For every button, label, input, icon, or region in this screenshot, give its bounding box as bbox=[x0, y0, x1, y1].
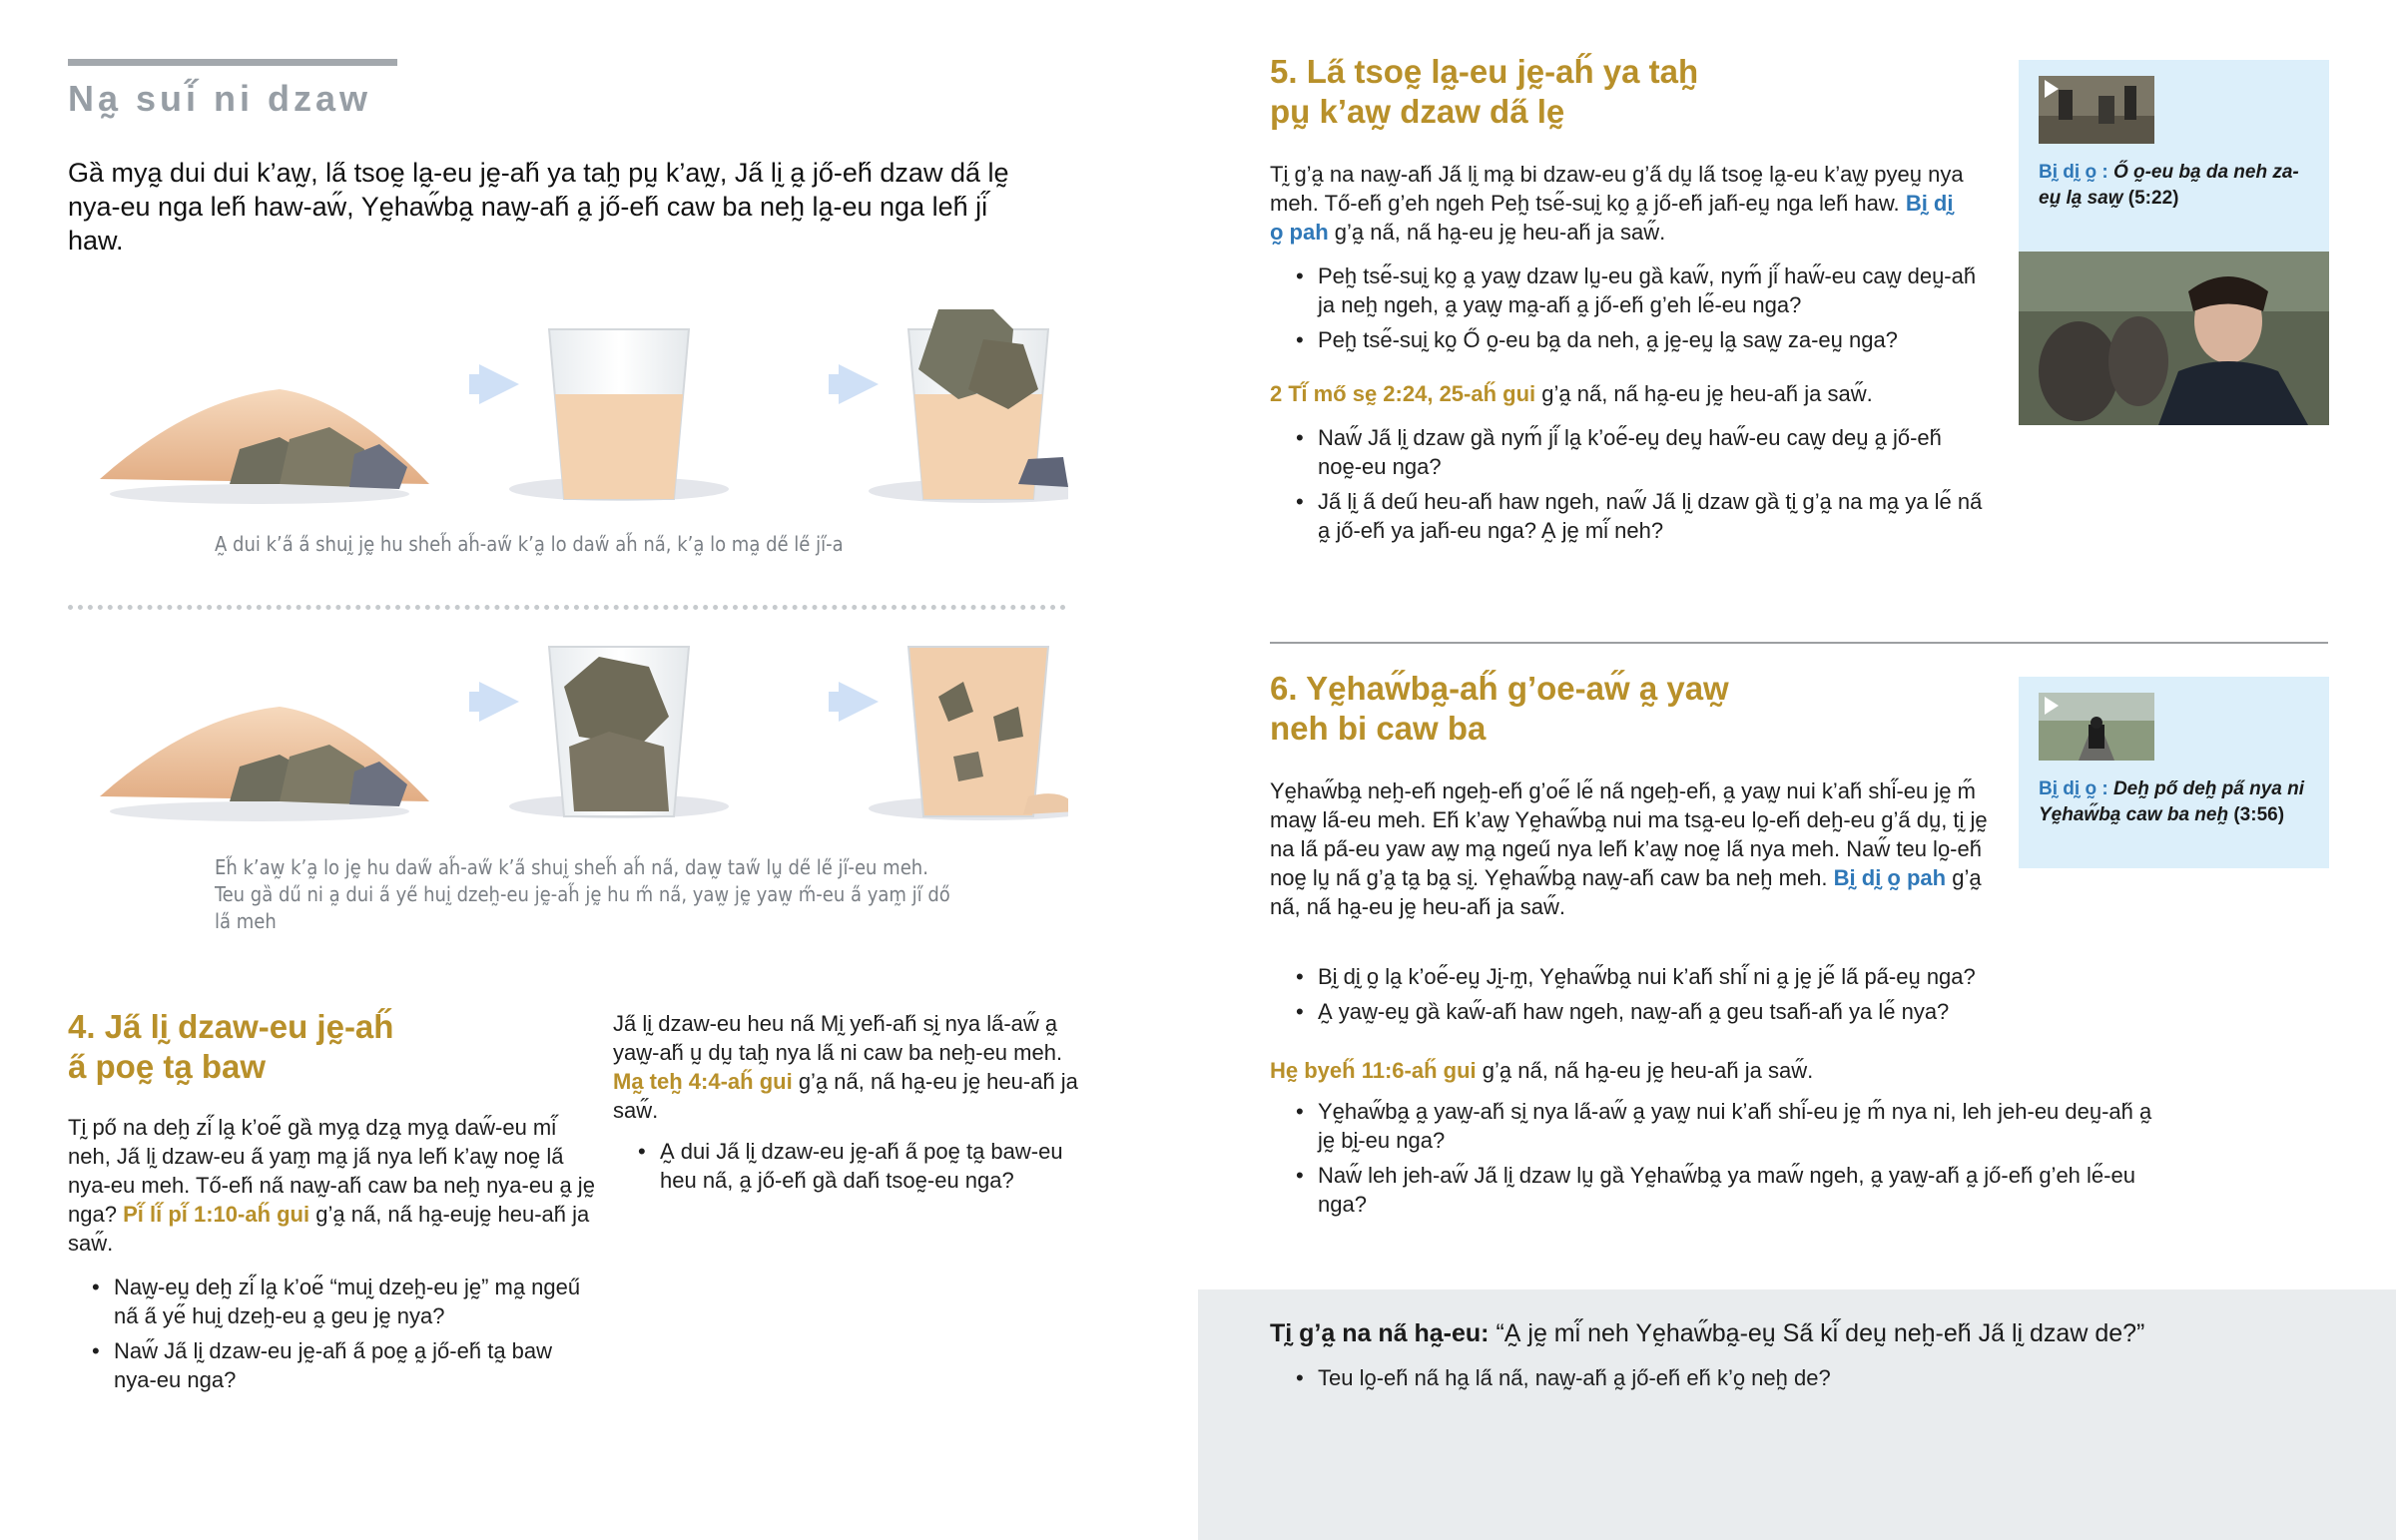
section-5-ref-tail: g’a̰ na̋, na̋ ha̰-eu jḛ heu-ah̋ ja saw̋. bbox=[1541, 381, 1873, 406]
section-4-title-line1: 4. Ja̋ lḭ dzaw-eu jḛ-ah̋ bbox=[68, 1008, 394, 1045]
section-6-body bbox=[1270, 776, 1989, 921]
video-duration: (3:56) bbox=[2233, 804, 2285, 825]
section-6-text: Yḛhaw̋ba̰ neh̰-eh̋ ngeh̰-eh̋ g’oe̋ le̋ na̋ ngeh̰-eh̋, a̰ yaw̰ nui k’ah̋ shi̋-eu jḛ m̋ maw̰ la̋-eu meh. Eh̋ k’aw̰ Yḛhaw̋ba̰ nui ma tsa̰-eu lo̰-eh̋ deh̰-eu g’a̋ dṵ, tḭ jḛ na la̋ pa̋-eu yaw aw̰ ma̰ ngeű nya leh̋ k’aw̰ noḛ la̋ nya meh. Naw̋ teu lo̰-eh̋ noḛ lṵ na̋ g’a̰ ta̰ ba̰ sḭ. Yḛhaw̋ba̰ naw̰-ah̋ caw ba neh̰ meh. bbox=[1270, 778, 1988, 890]
list-item: • Yḛhaw̋ba̰ a̰ yaw̰-ah̋ sḭ nya la̋-aw̋ a̰ yaw̰ nui k’ah̋ shi̋-eu jḛ m̋ nya ni, leh jeh-eu deṵ-ah̋ a̰ jḛ bḭ-eu nga? bbox=[1294, 1097, 2152, 1155]
list-item: • Peh̰ tse̋-suḭ ko̰ a̰ yaw̰ dzaw lṵ-eu gȁ kaw̋, nym̋ ji̋ haw̋-eu caw̰ deṵ-ah̋ ja neh̰ ngeh, a̰ yaw̰ ma̰-ah̋ a̰ jő-eh̋ g’eh le̋-eu nga? bbox=[1294, 261, 1983, 319]
list-item: • Teu lo̰-eh̋ na̋ ha̰ la̋ na̋, naw̰-ah̋ a̰ jő-eh̋ eh̋ k’o̰ neh̰ de? bbox=[1294, 1363, 2292, 1392]
illustration-caption-2: Eh̋ k’aw̰ k’a̰ lo jḛ hu daw̋ ah̋-aw̋ k’a̋ shuḭ sheh̋ ah̋ na̋, daw̰ taw̋ lṵ de̋ le̋ ji̋-eu meh. Teu gȁ dű ni a̰ dui a̋ ye̋ huḭ dzeh̰-eu jḛ-ah̋ jḛ hu m̋ na̋, yaw̰ jḛ yaw̰ m̋-eu a̋ yam̰ ji̋ dő la̋ meh bbox=[215, 855, 950, 933]
section-top-bar bbox=[68, 59, 397, 66]
section-5-scripture-link[interactable]: 2 Ti̋ mő sḛ 2:24, 25-ah̋ gui bbox=[1270, 381, 1536, 406]
section-4-col2-scripture-link[interactable]: Ma̰ teh̰ 4:4-ah̋ gui bbox=[613, 1069, 793, 1094]
play-icon[interactable] bbox=[2045, 697, 2059, 715]
section-6-title-line1: 6. Yḛhaw̋ba̰-ah̋ g’oe-aw̋ a̰ yaw̰ bbox=[1270, 670, 1729, 707]
section-5-video-link[interactable]: Bḭ dḭ o̰ pah bbox=[1270, 191, 1954, 245]
young-man-photo bbox=[2019, 252, 2329, 425]
video-title: Ő o̰-eu ba̰ da neh za-eṵ la̰ saw̰ bbox=[2039, 162, 2299, 209]
section-5-scripture bbox=[1270, 379, 1989, 408]
illustration-sand-first bbox=[80, 309, 1068, 509]
video-duration: (5:22) bbox=[2127, 188, 2179, 209]
section-5-photo bbox=[2019, 252, 2329, 425]
video-thumbnail[interactable] bbox=[2039, 76, 2154, 144]
section-6-body-tail: g’a̰ na̋, na̋ ha̰-eu jḛ heu-ah̋ ja saw̋. bbox=[1270, 865, 1982, 919]
intro-title: Na̰ sui̋ ni dzaw bbox=[68, 78, 372, 119]
section-6-scripture bbox=[1270, 1056, 2168, 1085]
section-6-title bbox=[1270, 669, 1969, 749]
list-item: • Ja̋ lḭ a̋ deű heu-ah̋ haw ngeh, naw̋ Ja̋ lḭ dzaw gȁ tḭ g’a̰ na ma̰ ya le̋ na̋ a̰ jő-eh̋ ya jah̋-eu nga? A̰ jḛ mi̋ neh? bbox=[1294, 487, 1983, 545]
summary-label: Tḭ g’a̰ na na̋ ha̰-eu: bbox=[1270, 1319, 1490, 1347]
section-4-col2-question-list bbox=[636, 1137, 1085, 1201]
play-icon[interactable] bbox=[2045, 80, 2059, 98]
video-label: Bḭ dḭ o̰ : bbox=[2039, 162, 2108, 183]
video-thumbnail[interactable] bbox=[2039, 693, 2154, 761]
section-4-text: Tḭ pő na deh̰ zi̋ la̰ k’oe̋ gȁ mya̰ dza̰ mya̰ daw̋-eu mi̋ neh, Ja̋ lḭ dzaw-eu a̋ yam̰ ma̰ ja̋ nya leh̋ k’aw̰ noḛ la̋ nya-eu meh. Tő-eh̋ na̋ naw̰-ah̋ caw ba neh̰ nya-eu a̰ jḛ nga? bbox=[68, 1115, 595, 1227]
list-item: • A̰ dui Ja̋ lḭ dzaw-eu jḛ-ah̋ a̋ poḛ ta̰ baw-eu heu na̋, a̰ jő-eh̋ gȁ dah̋ tsoḛ-eu nga? bbox=[636, 1137, 1085, 1195]
section-4-col2-text: Ja̋ lḭ dzaw-eu heu na̋ Mḭ yeh̋-ah̋ sḭ nya la̋-aw̋ a̰ yaw̰-ah̋ ṵ dṵ tah̰ nya la̋ ni caw ba neh̰-eu meh. bbox=[613, 1011, 1063, 1065]
section-4-title bbox=[68, 1007, 587, 1087]
list-item: • Bḭ dḭ o̰ la̰ k’oe̋-eṵ Jḭ-m̰, Yḛhaw̋ba̰ nui k’ah̋ shi̋ ni a̰ jḛ je̋ la̋ pa̋-eṵ nga? bbox=[1294, 962, 2352, 991]
section-5-text: Tḭ g’a̰ na naw̰-ah̋ Ja̋ lḭ ma̰ bi dzaw-eu g’a̋ dṵ la̋ tsoḛ la̰-eu k’aw̰ pyeṵ nya meh. Tő-eh̋ g’eh ngeh Peh̰ tse̋-suḭ ko̰ a̰ jő-eh̋ jah̋-eṵ nga leh̋ haw. bbox=[1270, 162, 1964, 216]
section-6-scripture-link[interactable]: Hḛ byeh̋ 11:6-ah̋ gui bbox=[1270, 1058, 1477, 1083]
section-6-video-box[interactable] bbox=[2019, 677, 2329, 868]
section-6-question-list bbox=[1294, 962, 2352, 1032]
section-4-title-line2: a̋ poḛ ta̰ baw bbox=[68, 1048, 267, 1085]
dotted-divider bbox=[68, 605, 1066, 610]
section-5-title-line1: 5. La̋ tsoḛ la̰-eu jḛ-ah̋ ya tah̰ bbox=[1270, 53, 1699, 90]
section-4-body bbox=[68, 1113, 597, 1258]
list-item: • A̰ yaw̰-eṵ gȁ kaw̋-ah̋ haw ngeh, naw̰-ah̋ a̰ geu tsah̋-ah̋ ya le̋ nya? bbox=[1294, 997, 2352, 1026]
intro-text: Gȁ mya̰ dui dui k’aw̰, la̋ tsoḛ la̰-eu jḛ-ah̋ ya tah̰ pṵ k’aw̰, Ja̋ lḭ a̰ jő-eh̋ dzaw da̋ lḛ nya-eu nga leh̋ haw-aw̋, Yḛhaw̋ba̰ naw̰-ah̋ a̰ jő-eh̋ caw ba neh̰ la̰-eu nga leh̋ ji̋ haw. bbox=[68, 158, 1009, 256]
section-6-video-link[interactable]: Bḭ dḭ o̰ pah bbox=[1833, 865, 1947, 890]
section-5-title-line2: pṵ k’aw̰ dzaw da̋ lḛ bbox=[1270, 93, 1565, 130]
section-5-video-box[interactable] bbox=[2019, 60, 2329, 252]
list-item: • Naw̋ Ja̋ lḭ dzaw gȁ nym̋ ji̋ la̰ k’oe̋-eṵ deṵ haw̋-eu caw̰ deṵ a̰ jő-eh̋ noḛ-eu nga? bbox=[1294, 423, 1983, 481]
section-divider bbox=[1270, 642, 2328, 644]
summary-question-list bbox=[1294, 1363, 2292, 1398]
video-label: Bḭ dḭ o̰ : bbox=[2039, 778, 2108, 799]
section-6-ref-tail: g’a̰ na̋, na̋ ha̰-eu jḛ heu-ah̋ ja saw̋. bbox=[1482, 1058, 1814, 1083]
section-5-question-list-2 bbox=[1294, 423, 1983, 551]
illustration-caption-1: A̰ dui k’a̋ a̋ shuḭ jḛ hu sheh̋ ah̋-aw̋ k’a̰ lo daw̋ ah̋ na̋, k’a̰ lo ma̰ de̋ le̋ ji̋-a bbox=[215, 532, 844, 556]
section-5-body bbox=[1270, 160, 1969, 247]
list-item: • Peh̰ tse̋-suḭ ko̰ Ő o̰-eu ba̰ da neh, a̰ jḛ-eṵ la̰ saw̰ za-eṵ nga? bbox=[1294, 325, 1983, 354]
section-5-question-list bbox=[1294, 261, 1983, 360]
section-6-title-line2: neh bi caw ba bbox=[1270, 710, 1487, 747]
illustration-stones-first bbox=[80, 627, 1068, 826]
summary-question bbox=[1270, 1317, 2348, 1349]
section-4-column-2 bbox=[613, 1009, 1092, 1125]
video-title: Deh̰ pő deh̰ pa̋ nya ni Yḛhaw̋ba̰ caw ba neh̰ bbox=[2039, 778, 2305, 825]
section-5-body-tail: g’a̰ na̋, na̋ ha̰-eu jḛ heu-ah̋ ja saw̋. bbox=[1334, 220, 1666, 245]
list-item: • Naw̋ Ja̋ lḭ dzaw-eu jḛ-ah̋ a̋ poḛ a̰ jő-eh̋ ta̰ baw nya-eu nga? bbox=[90, 1336, 599, 1394]
list-item: • Naw̰-eṵ deh̰ zi̋ la̰ k’oe̋ “muḭ dzeh̰-eu jḛ” ma̰ ngeű na̋ a̋ ye̋ huḭ dzeh̰-eu a̰ geu jḛ nya? bbox=[90, 1273, 599, 1330]
video-caption bbox=[2039, 160, 2318, 212]
section-5-title bbox=[1270, 52, 1969, 132]
summary-quote: “A̰ jḛ mi̋ neh Yḛhaw̋ba̰-eṵ Sa̋ ki̋ deṵ neh̰-eh̋ Ja̋ lḭ dzaw de?” bbox=[1496, 1319, 2145, 1347]
section-4-scripture-link[interactable]: Pi̋ li̋ pi̋ 1:10-ah̋ gui bbox=[123, 1202, 310, 1227]
section-4-col2-ref-tail: g’a̰ na̋, na̋ ha̰-eu jḛ heu-ah̋ ja saw̋. bbox=[613, 1069, 1078, 1123]
section-4-question-list bbox=[90, 1273, 599, 1400]
section-6-question-list-2 bbox=[1294, 1097, 2152, 1225]
section-4-ref-tail: g’a̰ na̋, na̋ ha̰-eujḛ heu-ah̋ ja saw̋. bbox=[68, 1202, 590, 1256]
video-caption bbox=[2039, 776, 2318, 828]
list-item: • Naw̋ leh jeh-aw̋ Ja̋ lḭ dzaw lṵ gȁ Yḛhaw̋ba̰ ya maw̋ ngeh, a̰ yaw̰-ah̋ a̰ jő-eh̋ g’eh le̋-eu nga? bbox=[1294, 1161, 2152, 1219]
